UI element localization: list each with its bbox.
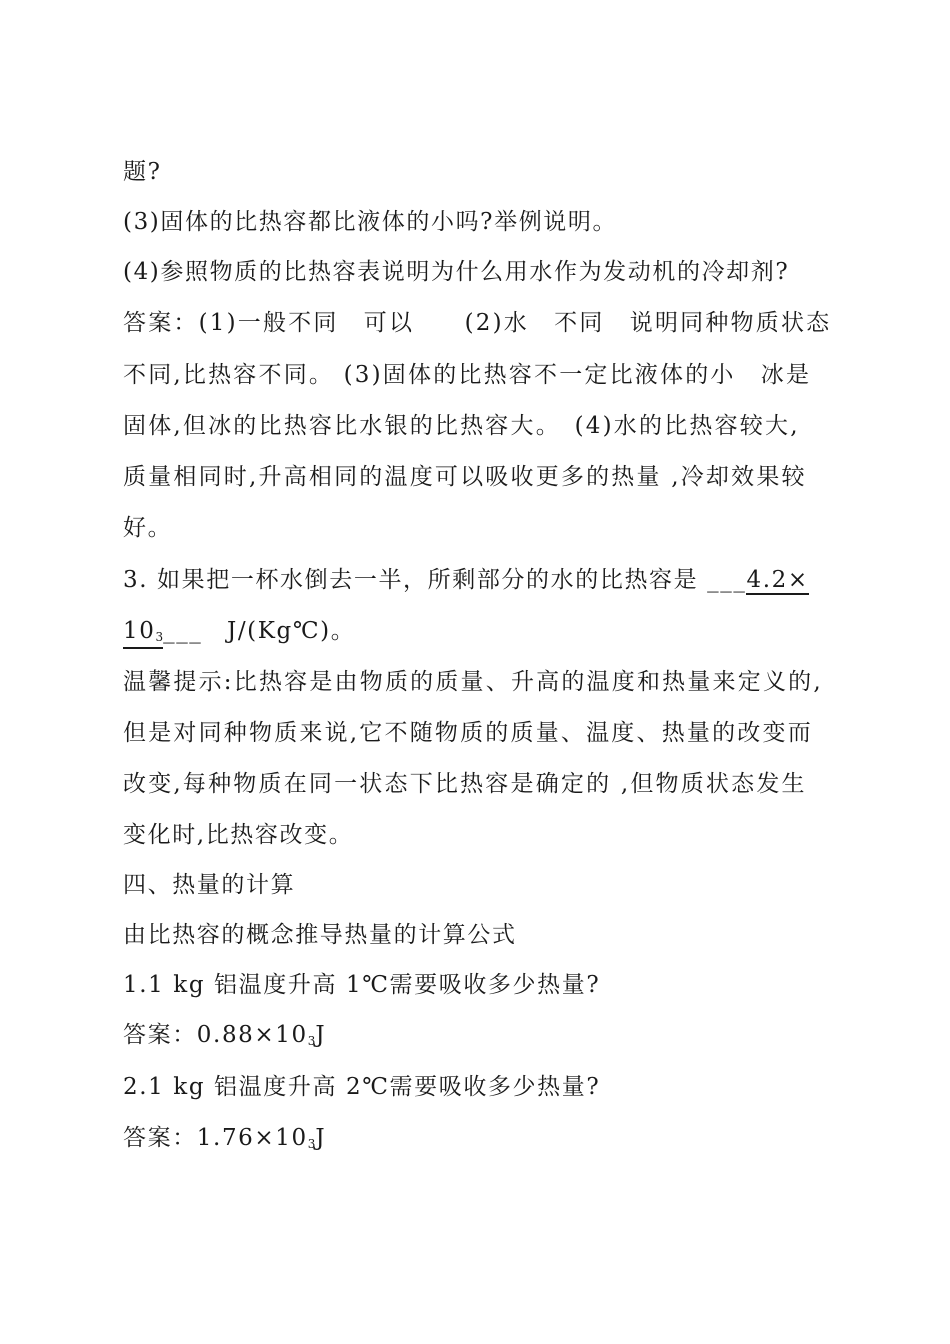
- unit-text: ___ J/(Kg℃)。: [163, 618, 356, 644]
- exponent: 3: [307, 1137, 316, 1151]
- answer-line: 固体,但冰的比热容比水银的比热容大。 (4)水的比热容较大,: [123, 413, 800, 439]
- answer-line: 好。: [123, 515, 173, 541]
- unit-text: J: [315, 1022, 327, 1048]
- section-heading: 四、热量的计算: [123, 872, 296, 898]
- question-3-fill-blank: [123, 565, 843, 595]
- question-prefix: 3. 如果把一杯水倒去一半，所剩部分的水的比热容是 ___: [123, 567, 747, 593]
- answer-value: 答案：1.76×10: [123, 1125, 308, 1151]
- question-text: 1.1 kg 铝温度升高 1℃需要吸收多少热量?: [123, 972, 601, 998]
- answer-blank-cont: [123, 618, 163, 649]
- tip-line: 但是对同种物质来说,它不随物质的质量、温度、热量的改变而: [123, 720, 813, 746]
- paragraph-text: 由比热容的概念推导热量的计算公式: [123, 922, 517, 948]
- answer-line: 答案：(1)一般不同 可以 (2)水 不同 说明同种物质状态: [123, 310, 832, 336]
- question-3-fill-blank-cont: [123, 616, 843, 649]
- unit-text: J: [315, 1125, 327, 1151]
- answer-line: [123, 1020, 843, 1053]
- question-4-text: (4)参照物质的比热容表说明为什么用水作为发动机的冷却剂?: [123, 259, 790, 285]
- question-text: 2.1 kg 铝温度升高 2℃需要吸收多少热量?: [123, 1074, 601, 1100]
- answer-base: 10: [123, 618, 156, 644]
- answer-value: 答案：0.88×10: [123, 1022, 308, 1048]
- answer-line: [123, 1123, 843, 1156]
- tip-line: 变化时,比热容改变。: [123, 822, 354, 848]
- answer-line: 不同,比热容不同。 (3)固体的比热容不一定比液体的小 冰是: [123, 362, 812, 388]
- answer-line: 质量相同时,升高相同的温度可以吸收更多的热量 ,冷却效果较: [123, 464, 807, 490]
- text-line: 题?: [123, 159, 162, 185]
- answer-blank: 4.2×: [746, 567, 809, 593]
- exponent: 3: [307, 1034, 316, 1048]
- exponent: 3: [155, 630, 164, 644]
- question-3-text: (3)固体的比热容都比液体的小吗?举例说明。: [123, 209, 618, 235]
- tip-line: 改变,每种物质在同一状态下比热容是确定的 ,但物质状态发生: [123, 771, 807, 797]
- tip-line: 温馨提示:比热容是由物质的质量、升高的温度和热量来定义的,: [123, 669, 823, 695]
